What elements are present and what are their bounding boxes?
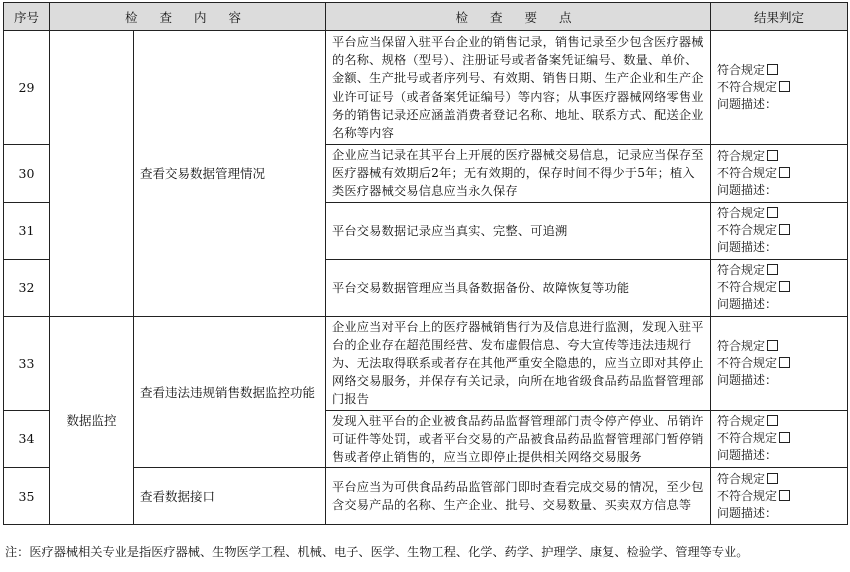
not-comply-label: 不符合规定: [717, 431, 778, 446]
item-interface: 查看数据接口: [134, 468, 326, 525]
comply-checkbox[interactable]: [767, 473, 778, 484]
result-cell: [711, 31, 848, 145]
comply-label: 符合规定: [717, 338, 766, 353]
item-trade-mgmt: 查看交易数据管理情况: [134, 31, 326, 317]
header-content: 检 查 内 容: [50, 3, 326, 31]
header-result: 结果判定: [711, 3, 848, 31]
row-num: 32: [4, 259, 50, 316]
comply-checkbox[interactable]: [767, 207, 778, 218]
comply-label: 符合规定: [717, 414, 766, 429]
not-comply-checkbox[interactable]: [779, 357, 790, 368]
not-comply-label: 不符合规定: [717, 355, 778, 370]
row-num: 33: [4, 316, 50, 410]
comply-label: 符合规定: [717, 148, 766, 163]
comply-checkbox[interactable]: [767, 415, 778, 426]
row-num: 29: [4, 31, 50, 145]
header-points: 检 查 要 点: [326, 3, 711, 31]
row-point: 平台应当为可供食品药品监管部门即时查看完成交易的情况，至少包含交易产品的名称、生产企业、批号、交易数量、买卖双方信息等: [326, 468, 711, 525]
not-comply-label: 不符合规定: [717, 488, 778, 503]
table-header-row: [4, 3, 848, 31]
not-comply-label: 不符合规定: [717, 280, 778, 295]
not-comply-checkbox[interactable]: [779, 81, 790, 92]
not-comply-checkbox[interactable]: [779, 167, 790, 178]
not-comply-checkbox[interactable]: [779, 224, 790, 235]
comply-label: 符合规定: [717, 63, 766, 77]
category-monitoring: 数据监控: [50, 316, 134, 525]
not-comply-checkbox[interactable]: [779, 281, 790, 292]
row-point: 发现入驻平台的企业被食品药品监督管理部门责令停产停业、吊销许可证件等处罚，或者平台交易的产品被食品药品监督管理部门暂停销售或者停止销售的，应当立即停止提供相关网络交易服务: [326, 410, 711, 468]
comply-label: 符合规定: [717, 263, 766, 278]
result-cell: [711, 259, 848, 316]
row-point: 平台交易数据记录应当真实、完整、可追溯: [326, 202, 711, 259]
issue-label: 问题描述：: [717, 505, 778, 520]
issue-label: 问题描述：: [717, 240, 778, 255]
inspection-table: [3, 2, 848, 525]
row-num: 31: [4, 202, 50, 259]
comply-checkbox[interactable]: [767, 64, 778, 75]
comply-label: 符合规定: [717, 471, 766, 486]
issue-label: 问题描述：: [717, 372, 778, 387]
not-comply-checkbox[interactable]: [779, 432, 790, 443]
row-point: 企业应当记录在其平台上开展的医疗器械交易信息，记录应当保存至医疗器械有效期后2年；无有效期的，保存时间不得少于5年；植入类医疗器械交易信息应当永久保存: [326, 145, 711, 203]
item-violation-monitor: 查看违法违规销售数据监控功能: [134, 316, 326, 468]
not-comply-checkbox[interactable]: [779, 490, 790, 501]
result-cell: [711, 145, 848, 203]
not-comply-label: 不符合规定: [717, 80, 778, 94]
footnote: 注：医疗器械相关专业是指医疗器械、生物医学工程、机械、电子、医学、生物工程、化学、药学、护理学、康复、检验学、管理等专业。: [5, 545, 749, 559]
category-cell-empty: [50, 31, 134, 317]
issue-label: 问题描述：: [717, 297, 778, 312]
table-row: [4, 31, 848, 145]
row-num: 34: [4, 410, 50, 468]
row-num: 35: [4, 468, 50, 525]
result-cell: [711, 316, 848, 410]
issue-label: 问题描述：: [717, 97, 778, 111]
comply-checkbox[interactable]: [767, 340, 778, 351]
row-num: 30: [4, 145, 50, 203]
comply-label: 符合规定: [717, 206, 766, 221]
comply-checkbox[interactable]: [767, 150, 778, 161]
not-comply-label: 不符合规定: [717, 165, 778, 180]
result-cell: [711, 468, 848, 525]
comply-checkbox[interactable]: [767, 264, 778, 275]
header-num: 序号: [4, 3, 50, 31]
result-cell: [711, 202, 848, 259]
row-point: 平台交易数据管理应当具备数据备份、故障恢复等功能: [326, 259, 711, 316]
issue-label: 问题描述：: [717, 182, 778, 197]
issue-label: 问题描述：: [717, 448, 778, 463]
result-cell: [711, 410, 848, 468]
row-point: 企业应当对平台上的医疗器械销售行为及信息进行监测，发现入驻平台的企业存在超范围经营、发布虚假信息、夸大宣传等违法违规行为、无法取得联系或者存在其他严重安全隐患的，应当立即对其停止网络交易服务，并保存有关记录，向所在地省级食品药品监督管理部门报告: [326, 316, 711, 410]
not-comply-label: 不符合规定: [717, 223, 778, 238]
row-point: 平台应当保留入驻平台企业的销售记录，销售记录至少包含医疗器械的名称、规格（型号）、注册证号或者备案凭证编号、数量、单价、金额、生产批号或者序列号、有效期、销售日期、生产企业和生产企业许可证号（或者备案凭证编号）等内容；从事医疗器械网络零售业务的销售记录还应涵盖消费者登记名称、地址、联系方式、配送企业名称等内容: [326, 31, 711, 145]
table-row: [4, 316, 848, 410]
